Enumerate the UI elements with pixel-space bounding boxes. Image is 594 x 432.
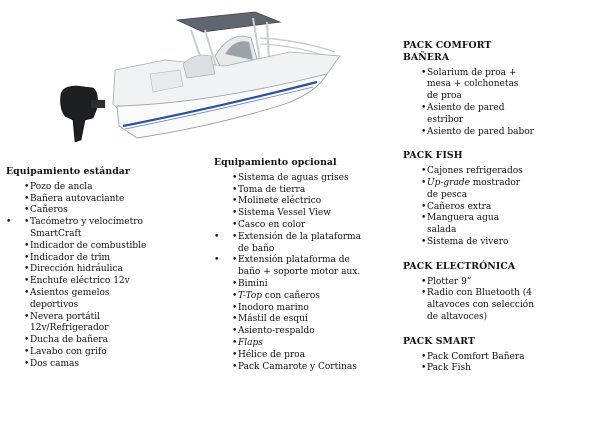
standard-equipment-list xyxy=(24,182,166,371)
optional-equipment-list xyxy=(232,173,374,374)
list-item: • Dos camas xyxy=(24,359,166,371)
list-item: • Mástil de esquí xyxy=(232,314,374,326)
pack-electronica xyxy=(403,261,537,324)
optional-equipment-title: Equipamiento opcional xyxy=(214,157,337,168)
list-item: • Casco en color xyxy=(232,220,374,232)
list-item-text: Extensión de la plataforma de baño xyxy=(238,231,361,254)
list-item: • Pozo de ancla xyxy=(24,182,166,194)
list-item-text: Tacómetro y velocímetro SmartCraft xyxy=(30,217,143,239)
standard-equipment-title: Equipamiento estándar xyxy=(6,166,130,177)
pack-list xyxy=(421,166,529,249)
list-item: • Bañera autovaciante xyxy=(24,194,166,206)
list-item: • Cajones refrigerados xyxy=(421,166,529,178)
list-item: • • Tacómetro y velocímetro SmartCraft xyxy=(6,217,166,241)
pack-title: PACK SMART xyxy=(403,335,475,347)
list-item: • • Extensión plataforma de baño + soporte motor aux. xyxy=(214,255,374,279)
list-item-emphasis: T-Top xyxy=(238,290,263,301)
list-item: • Nevera portátil 12v/Refrigerador xyxy=(24,312,140,336)
pack-comfort-banera xyxy=(403,40,537,138)
list-item-text: con cañeros xyxy=(262,290,320,301)
list-item: • Manguera agua salada xyxy=(421,213,529,237)
optional-equipment-section xyxy=(214,157,376,373)
list-item: • Pack Camarote y Cortinas xyxy=(232,362,374,374)
boat-image xyxy=(55,8,345,158)
list-item: • Sistema Vessel View xyxy=(232,208,374,220)
list-item: • Toma de tierra xyxy=(232,185,374,197)
list-item: • Pack Comfort Bañera xyxy=(421,352,537,364)
list-item: • Hélice de proa xyxy=(232,350,374,362)
list-item: • Solarium de proa + mesa + colchonetas de proa xyxy=(421,68,529,103)
list-item-text: Extensión plataforma de baño + soporte motor aux. xyxy=(238,255,361,278)
list-item: • Asiento de pared estribor xyxy=(421,103,529,127)
pack-list xyxy=(421,67,534,139)
list-item: • Indicador de combustible xyxy=(24,241,166,253)
pack-list xyxy=(421,352,537,376)
list-item-text: mostrador de pesca xyxy=(427,177,521,200)
list-item: • Radio con Bluetooth (4 altavoces con selección de altavoces) xyxy=(421,288,537,323)
pack-title: PACK COMFORT BAÑERA xyxy=(403,40,492,63)
list-item: • Sistema de vivero xyxy=(421,237,529,249)
list-item: • Cañeros xyxy=(24,205,166,217)
list-item: • Pack Fish xyxy=(421,363,537,375)
list-item xyxy=(232,291,374,303)
list-item: • Bimini xyxy=(232,279,374,291)
list-item-emphasis: Up-grade xyxy=(427,177,470,188)
list-item: • Asiento-respaldo xyxy=(232,326,374,338)
list-item: • • Extensión de la plataforma de baño xyxy=(214,232,374,256)
list-item: • Asientos gemelos deportivos xyxy=(24,288,130,312)
pack-title: PACK FISH xyxy=(403,150,463,162)
list-item: • Enchufe eléctrico 12v xyxy=(24,276,166,288)
list-item: • Indicador de trim xyxy=(24,253,166,265)
list-item xyxy=(232,338,374,350)
pack-title: PACK ELECTRÓNICA xyxy=(403,260,516,272)
list-item: • Asiento de pared babor xyxy=(421,127,547,139)
pack-smart xyxy=(403,336,537,375)
list-item: • Ducha de bañera xyxy=(24,335,166,347)
pack-list xyxy=(421,277,537,324)
standard-equipment-section xyxy=(6,166,166,371)
list-item: • Inodoro marino xyxy=(232,303,374,315)
list-item: • Cañeros extra xyxy=(421,202,529,214)
list-item xyxy=(421,178,529,202)
list-item: • Molinete eléctrico xyxy=(232,196,374,208)
list-item-emphasis: Flaps xyxy=(238,337,263,348)
list-item: • Dirección hidráulica xyxy=(24,264,166,276)
list-item: • Lavabo con grifo xyxy=(24,347,166,359)
packs-section xyxy=(403,40,537,387)
list-item: • Plotter 9” xyxy=(421,277,537,289)
list-item: • Sistema de aguas grises xyxy=(232,173,374,185)
pack-fish xyxy=(403,150,537,248)
